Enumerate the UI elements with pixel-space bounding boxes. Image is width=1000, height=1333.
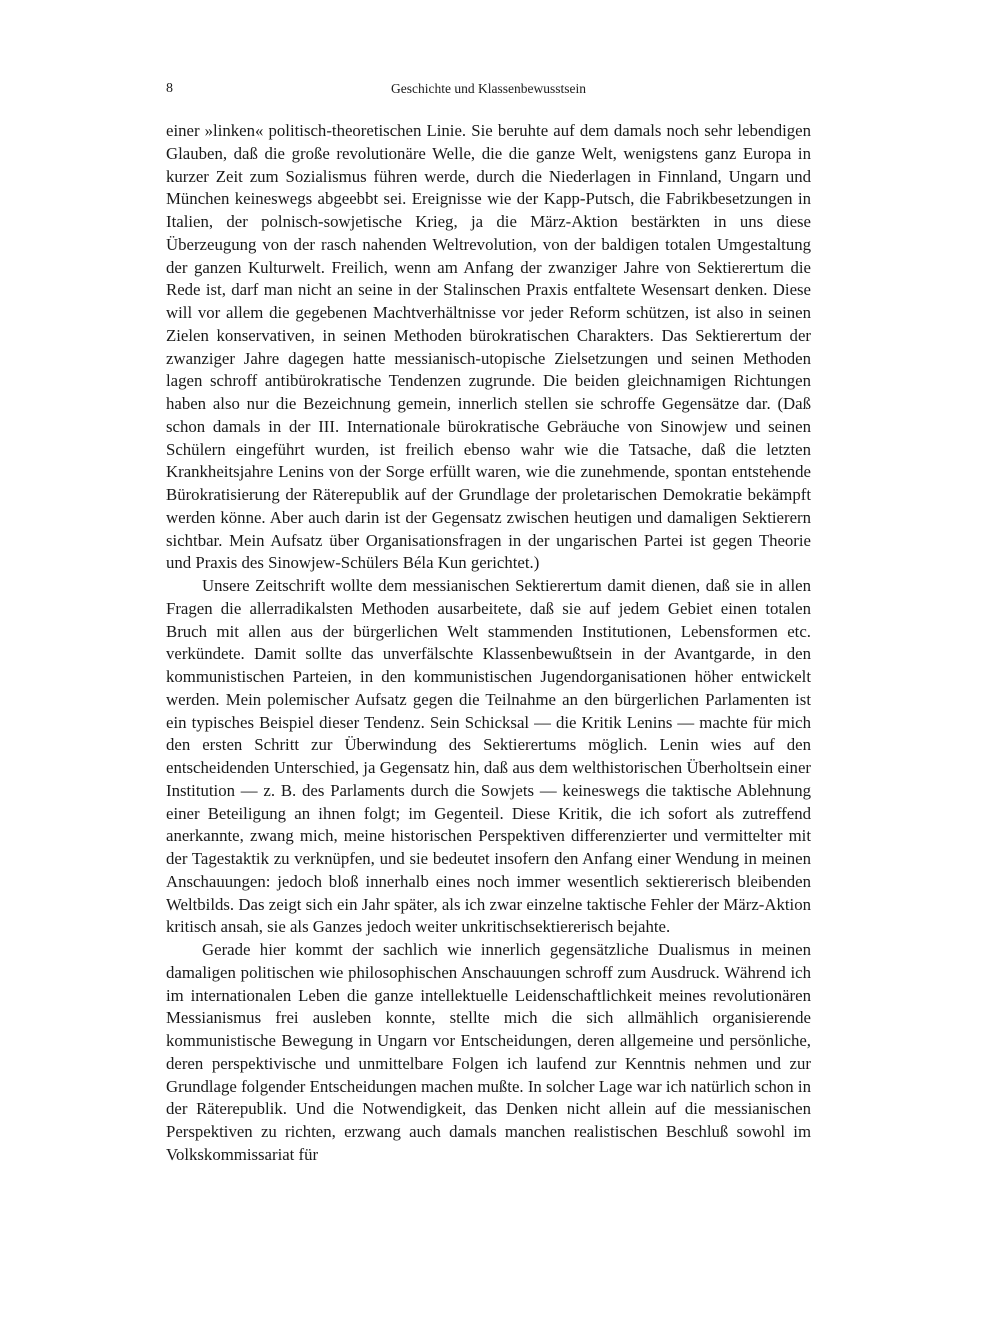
paragraph: Gerade hier kommt der sachlich wie innerlich gegensätzliche Dualismus in meinen damaligen politischen wie philosophischen Anschauungen schroff zum Ausdruck. Während ich im internationalen Leben die ganze intellektuelle Leidenschaftlichkeit meines revolutionären Messianismus frei ausleben konnte, stellte mich die sich allmählich organisierende kommunistische Bewegung in Ungarn vor Entscheidungen, deren allgemeine und persönliche, deren perspektivische und unmittelbare Folgen ich laufend zur Kenntnis nehmen und zur Grundlage folgender Entscheidungen machen mußte. In solcher Lage war ich natürlich schon in der Räterepublik. Und die Notwendigkeit, das Denken nicht allein auf die messianischen Perspektiven zu richten, erzwang auch damals manchen realistischen Beschluß sowohl im Volkskommissariat für: [166, 940, 811, 1164]
running-title: Geschichte und Klassenbewusstsein: [391, 81, 586, 96]
paragraph: einer »linken« politisch-theoretischen Linie. Sie beruhte auf dem damals noch sehr lebendigen Glauben, daß die große revolutionäre Welle, die die ganze Welt, wenigstens ganz Europa in kurzer Zeit zum Sozialismus führen werde, durch die Niederlagen in Finnland, Ungarn und München keineswegs abgeebbt sei. Ereignisse wie der Kapp-Putsch, die Fabrikbesetzungen in Italien, der polnisch-sowjetische Krieg, ja die März-Aktion bestärkten in uns diese Überzeugung von der rasch nahenden Weltrevolution, von der baldigen totalen Umgestaltung der ganzen Kulturwelt. Freilich, wenn am Anfang der zwanziger Jahre von Sektierertum die Rede ist, darf man nicht an seine in der Stalinschen Praxis entfaltete Wesensart denken. Diese will vor allem die gegebenen Machtverhältnisse vor jeder Reform schützen, ist also in seinen Zielen konservativen, in seinen Methoden bürokratischen Charakters. Das Sektierertum der zwanziger Jahre dagegen hatte messianisch-utopische Zielsetzungen und seinen Methoden lagen schroff antibürokratische Tendenzen zugrunde. Die beiden gleichnamigen Richtungen haben also nur die Bezeichnung gemein, innerlich stellen sie schroffe Gegensätze dar. (Daß schon damals in der III. Internationale bürokratische Gebräuche von Sinowjew und seinen Schülern eingeführt wurden, ist freilich ebenso wahr wie die Tatsache, daß die letzten Krankheitsjahre Lenins von der Sorge erfüllt waren, wie die zunehmende, spontan entstehende Bürokratisierung der Räterepublik auf der Grundlage der proletarischen Demokratie bekämpft werden könne. Aber auch darin ist der Gegensatz zwischen heutigen und damaligen Sektierern sichtbar. Mein Aufsatz über Organisationsfragen in der ungarischen Partei ist gegen Theorie und Praxis des Sinowjew-Schülers Béla Kun gerichtet.): [166, 121, 811, 573]
page-number: 8: [166, 81, 173, 96]
body-text: [166, 120, 811, 1167]
paragraph: Unsere Zeitschrift wollte dem messianischen Sektierertum damit dienen, daß sie in allen Fragen die allerradikalsten Methoden ausarbeitete, daß sie auf jedem Gebiet einen totalen Bruch mit allen aus der bürgerlichen Welt stammenden Institutionen, Lebensformen etc. verkündete. Damit sollte das unverfälschte Klassenbewußtsein in der Avantgarde, in den kommunistischen Parteien, in den kommunistischen Jugendorganisationen höher entwickelt werden. Mein polemischer Aufsatz gegen die Teilnahme an den bürgerlichen Parlamenten ist ein typisches Beispiel dieser Tendenz. Sein Schicksal — die Kritik Lenins — machte für mich den ersten Schritt zur Überwindung des Sektierertums möglich. Lenin wies auf den entscheidenden Unterschied, ja Gegensatz hin, daß aus dem welthistorischen Überholtsein einer Institution — z. B. des Parlaments durch die Sowjets — keineswegs die taktische Ablehnung einer Beteiligung an ihnen folgt; im Gegenteil. Diese Kritik, die ich sofort als zutreffend anerkannte, zwang mich, meine historischen Perspektiven differenzierter und vermittelter mit der Tagestaktik zu verknüpfen, und sie bedeutet insofern den Anfang einer Wendung in meinen Anschauungen: jedoch bloß innerhalb eines noch immer wesentlich sektiererisch bleibenden Weltbilds. Das zeigt sich ein Jahr später, als ich zwar einzelne taktische Fehler der März-Aktion kritisch ansah, sie als Ganzes jedoch weiter unkritischsektiererisch bejahte.: [166, 576, 811, 937]
